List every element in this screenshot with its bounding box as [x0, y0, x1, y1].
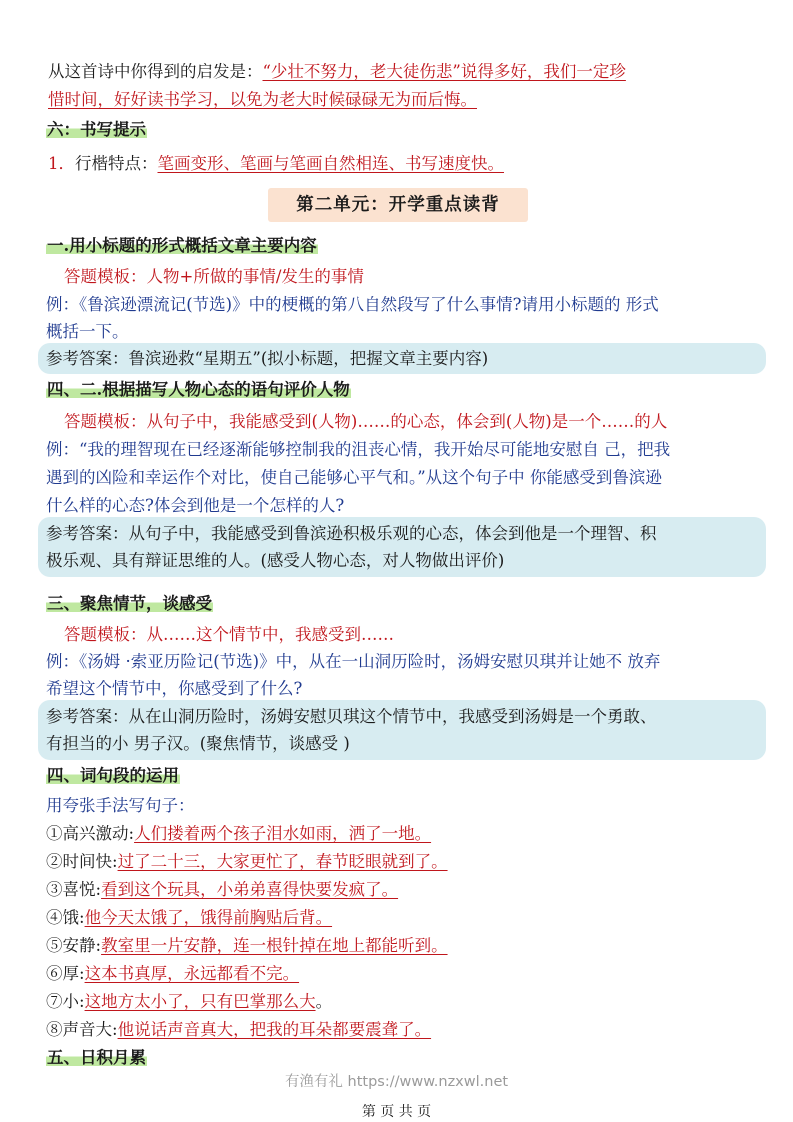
q4-item-label: ④饿: — [46, 908, 85, 927]
section6-title: 六：书写提示 — [47, 120, 146, 139]
q4-item-4 — [46, 904, 332, 931]
q1-template: 答题模板：人物+所做的事情/发生的事情 — [64, 267, 364, 286]
q3-answer-line-2: 有担当的小 男子汉。(聚焦情节，谈感受 ) — [46, 734, 350, 753]
section6-item-label: 行楷特点： — [75, 154, 158, 173]
q3-example-line-2: 希望这个情节中，你感受到了什么? — [46, 679, 303, 698]
q4-item-answer: 他今天太饿了，饿得前胸贴后背。 — [84, 908, 333, 927]
q4-item-1 — [46, 820, 431, 847]
q3-title: 三、聚焦情节，谈感受 — [47, 594, 212, 613]
q2-example-line-3: 什么样的心态?体会到他是一个怎样的人? — [46, 496, 345, 515]
q4-item-label: ⑦小: — [46, 992, 85, 1011]
q3-answer-box — [38, 700, 766, 760]
section5-heading — [46, 1046, 147, 1070]
page-number: 第 页 共 页 — [361, 1104, 432, 1120]
q2-template: 答题模板：从句子中，我能感受到(人物)……的心态，体会到(人物)是一个……的人 — [64, 412, 668, 431]
q4-item-answer: 这本书真厚，永远都看不完。 — [84, 964, 300, 983]
q1-example-line-1: 例：《鲁滨逊漂流记(节选)》中的梗概的第八自然段写了什么事情?请用小标题的 形式 — [46, 295, 659, 314]
q4-item-answer: 这地方太小了，只有巴掌那么大 — [84, 992, 316, 1011]
q3-answer-line-1: 参考答案：从在山洞历险时，汤姆安慰贝琪这个情节中，我感受到汤姆是一个勇敢、 — [46, 707, 657, 726]
q2-example-line-2: 遇到的凶险和幸运作个对比，使自己能够心平气和。”从这个句子中 你能感受到鲁滨逊 — [46, 468, 662, 487]
q4-item-label: ①高兴激动: — [46, 824, 135, 843]
watermark-text: 有渔有礼 https://www.nzxwl.net — [284, 1074, 509, 1090]
poem-inspiration-line-1 — [48, 58, 626, 85]
q4-item-label: ⑧声音大: — [46, 1020, 118, 1039]
q4-item-answer: 他说话声音真大，把我的耳朵都要震聋了。 — [117, 1020, 432, 1039]
section6-item-number: 1． — [48, 154, 75, 173]
q4-item-answer: 教室里一片安静，连一根针掉在地上都能听到。 — [101, 936, 448, 955]
q4-item-8 — [46, 1016, 431, 1043]
q3-example-line-1: 例：《汤姆 ·索亚历险记(节选)》中，从在一山洞历险时，汤姆安慰贝琪并让她不 放弃 — [46, 652, 661, 671]
q2-answer-line-1: 参考答案：从句子中，我能感受到鲁滨逊积极乐观的心态，体会到他是一个理智、积 — [46, 524, 657, 543]
q3-heading — [46, 592, 213, 616]
q4-item-answer: 人们搂着两个孩子泪水如雨，洒了一地。 — [134, 824, 432, 843]
q2-answer-line-2: 极乐观、具有辩证思维的人。(感受人物心态，对人物做出评价) — [46, 551, 505, 570]
section5-title: 五、日积月累 — [47, 1048, 146, 1067]
q4-intro: 用夸张手法写句子： — [46, 796, 195, 815]
q4-item-label: ⑤安静: — [46, 936, 102, 955]
section6-item-answer: 笔画变形、笔画与笔画自然相连、书写速度快。 — [157, 154, 504, 173]
section6-heading — [46, 118, 147, 142]
unit-title: 第二单元：开学重点读背 — [268, 188, 528, 222]
q1-answer-box — [38, 343, 766, 374]
q4-item-3 — [46, 876, 398, 903]
q4-item-label: ⑥厚: — [46, 964, 85, 983]
q1-answer: 参考答案：鲁滨逊救“星期五”(拟小标题，把握文章主要内容) — [46, 349, 489, 368]
q1-example-line-2: 概括一下。 — [46, 322, 129, 341]
q4-item-answer: 过了二十三，大家更忙了，春节眨眼就到了。 — [117, 852, 448, 871]
q4-item-2 — [46, 848, 448, 875]
q4-item-label: ②时间快: — [46, 852, 118, 871]
q4-item-5 — [46, 932, 448, 959]
q1-heading — [46, 234, 318, 258]
q2-answer-box — [38, 517, 766, 577]
poem-inspiration-line-2: 惜时间，好好读书学习，以免为老大时候碌碌无为而后悔。 — [48, 90, 477, 109]
q4-item-answer: 看到这个玩具，小弟弟喜得快要发疯了。 — [101, 880, 399, 899]
q2-heading — [46, 378, 351, 402]
q4-item-tail: 。 — [315, 992, 333, 1011]
q4-heading — [46, 764, 180, 788]
q1-title: 一.用小标题的形式概括文章主要内容 — [47, 236, 317, 255]
q4-item-7 — [46, 988, 332, 1015]
q2-example-line-1: 例：“我的理智现在已经逐渐能够控制我的沮丧心情，我开始尽可能地安慰自 己，把我 — [46, 440, 671, 459]
poem-inspiration-label: 从这首诗中你得到的启发是： — [48, 62, 263, 81]
q3-template: 答题模板：从……这个情节中，我感受到…… — [64, 625, 394, 644]
q2-title: 四、二.根据描写人物心态的语句评价人物 — [47, 380, 350, 399]
q4-title: 四、词句段的运用 — [47, 766, 179, 785]
q4-item-label: ③喜悦: — [46, 880, 102, 899]
q4-item-6 — [46, 960, 299, 987]
section6-item — [48, 150, 504, 177]
poem-inspiration-answer: “少壮不努力，老大徒伤悲”说得多好，我们一定珍 — [262, 62, 626, 81]
